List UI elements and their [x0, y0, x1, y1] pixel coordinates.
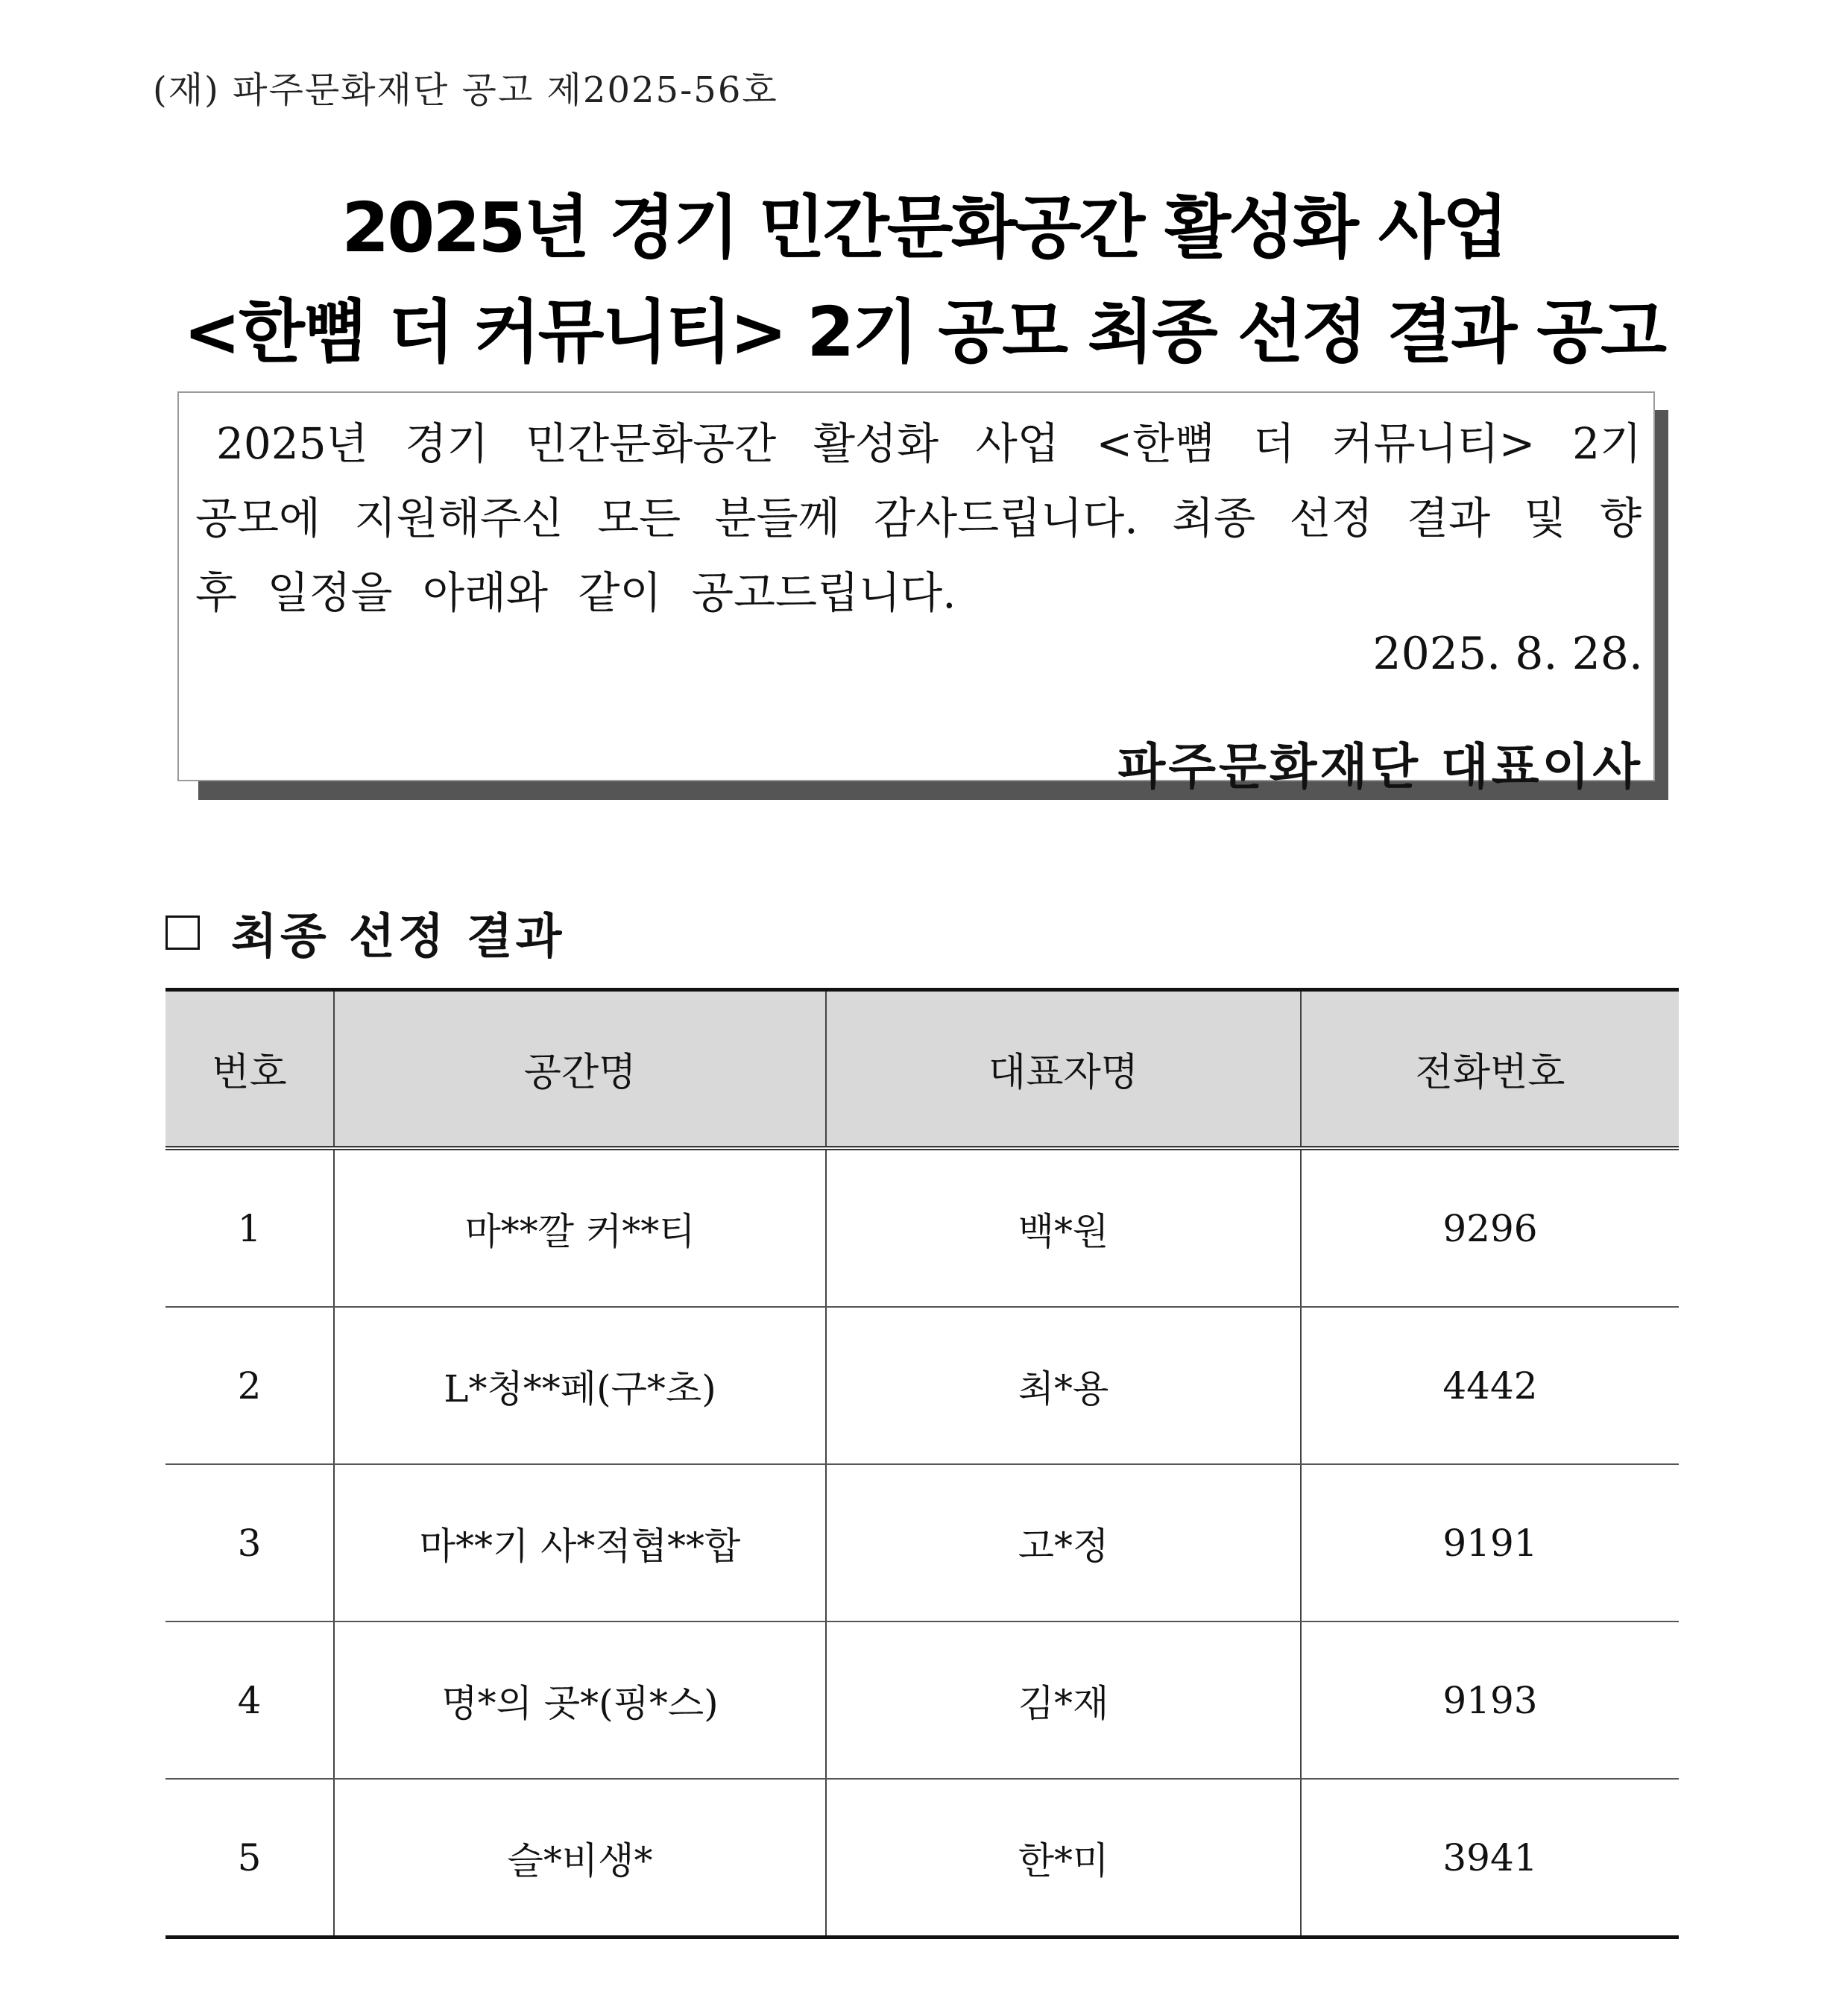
- notice-signer: 파주문화재단 대표이사: [1117, 738, 1643, 795]
- section-title: 최종 선정 결과: [231, 910, 565, 965]
- cell-phone: 9193: [1301, 1621, 1679, 1779]
- header-phone: 전화번호: [1301, 990, 1679, 1149]
- table-row: [165, 1621, 1679, 1779]
- table-header-row: [165, 990, 1679, 1149]
- header-number: 번호: [165, 990, 334, 1149]
- header-representative: 대표자명: [826, 990, 1301, 1149]
- cell-representative: 김*재: [826, 1621, 1301, 1779]
- table-row: [165, 1148, 1679, 1307]
- notice-number: (재) 파주문화재단 공고 제2025-56호: [153, 69, 778, 111]
- cell-space-name: 마**기 사*적협**합: [334, 1464, 826, 1621]
- cell-phone: 3941: [1301, 1779, 1679, 1938]
- notice-date: 2025. 8. 28.: [1372, 628, 1643, 680]
- table-row: [165, 1307, 1679, 1464]
- cell-representative: 한*미: [826, 1779, 1301, 1938]
- cell-number: 4: [165, 1621, 334, 1779]
- cell-phone: 4442: [1301, 1307, 1679, 1464]
- cell-space-name: 슬*비생*: [334, 1779, 826, 1938]
- cell-number: 5: [237, 1835, 262, 1879]
- cell-representative: 최*용: [826, 1307, 1301, 1464]
- cell-number: 2: [165, 1307, 334, 1464]
- cell-number: 1: [165, 1148, 334, 1307]
- header-space-name: 공간명: [334, 990, 826, 1149]
- cell-space-name: L*청**페(구*초): [334, 1307, 826, 1464]
- cell-phone: 9296: [1301, 1148, 1679, 1307]
- table-row: [165, 1464, 1679, 1621]
- table-row: [165, 1779, 1679, 1938]
- page-title-line-2: <한뼘 더 커뮤니티> 2기 공모 최종 선정 결과 공고: [183, 292, 1665, 372]
- cell-phone: 9191: [1301, 1464, 1679, 1621]
- intro-text: 2025년 경기 민간문화공간 활성화 사업 <한뼘 더 커뮤니티> 2기 공모에 지원해주신 모든 분들께 감사드립니다. 최종 선정 결과 및 향후 일정을 아래와 같이 공고드립니다.: [195, 418, 1642, 618]
- cell-representative: 백*원: [826, 1148, 1301, 1307]
- intro-paragraph: [195, 406, 1642, 630]
- section-heading: [165, 898, 565, 967]
- cell-space-name: 마**깔 커**티: [334, 1148, 826, 1307]
- results-table: [165, 988, 1679, 1939]
- cell-space-name: 명*의 곳*(핑*스): [334, 1621, 826, 1779]
- checkbox-icon: [165, 915, 200, 950]
- cell-number: 3: [165, 1464, 334, 1621]
- cell-representative: 고*정: [826, 1464, 1301, 1621]
- page-title-line-1: 2025년 경기 민간문화공간 활성화 사업: [341, 188, 1507, 268]
